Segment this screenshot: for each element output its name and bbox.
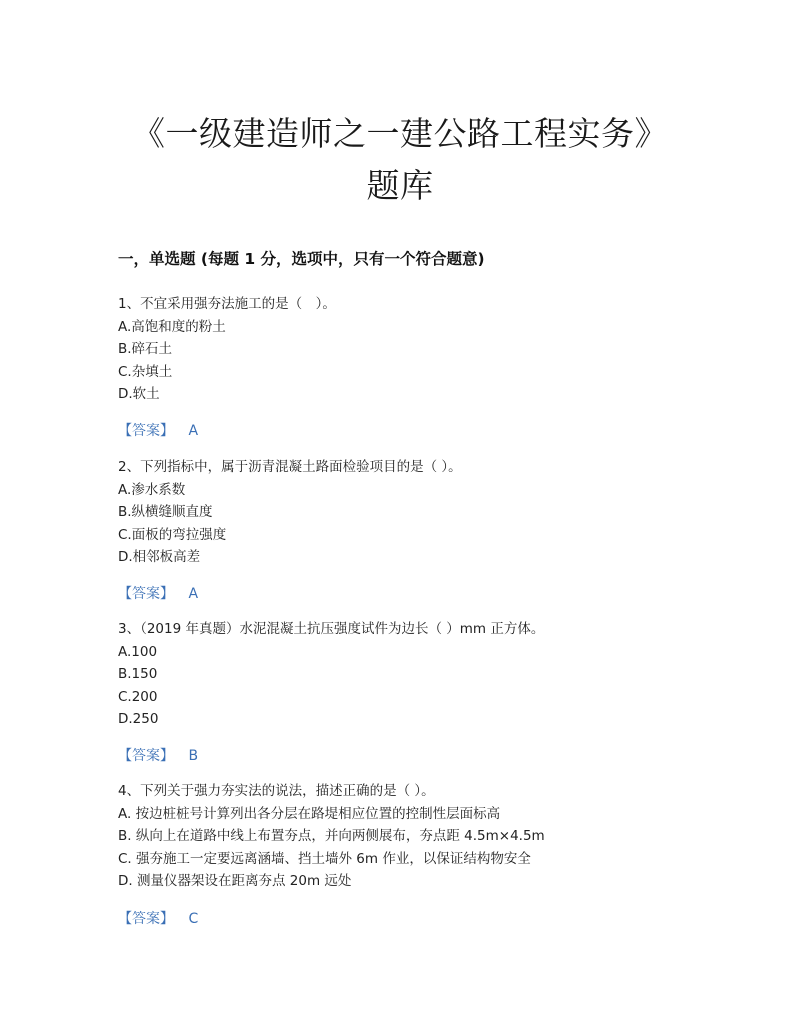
option-d: D.软土	[118, 386, 160, 402]
question-stem: 2、下列指标中，属于沥青混凝土路面检验项目的是（ ）。	[118, 459, 462, 475]
option-a: A.渗水系数	[118, 481, 186, 498]
answer-3	[118, 745, 198, 765]
question-stem: 1、不宜采用强夯法施工的是（ ）。	[118, 296, 336, 312]
document-title: 《一级建造师之一建公路工程实务》	[132, 114, 668, 153]
option-b: B.150	[118, 666, 158, 682]
question-1	[118, 293, 678, 406]
answer-2	[118, 583, 198, 603]
option-b: B.碎石土	[118, 341, 173, 357]
document-subtitle: 题库	[366, 166, 434, 205]
answer-label: 【答案】	[118, 911, 174, 927]
question-3	[118, 618, 678, 731]
question-2	[118, 456, 678, 569]
answer-value: C	[188, 911, 199, 927]
option-c: C.200	[118, 688, 158, 705]
option-b: B. 纵向上在道路中线上布置夯点，并向两侧展布，夯点距 4.5m×4.5m	[118, 828, 545, 844]
answer-value: A	[188, 423, 199, 439]
answer-value: A	[188, 586, 199, 602]
option-a: A.高饱和度的粉土	[118, 318, 226, 335]
option-c: C. 强夯施工一定要远离涵墙、挡土墙外 6m 作业，以保证结构物安全	[118, 850, 531, 867]
option-d: D. 测量仪器架设在距离夯点 20m 远处	[118, 873, 352, 889]
section-heading: 一，单选题 (每题 1 分，选项中，只有一个符合题意)	[118, 250, 485, 268]
option-d: D.250	[118, 711, 159, 727]
option-a: A.100	[118, 643, 158, 660]
question-4	[118, 780, 678, 893]
option-a: A. 按边桩桩号计算列出各分层在路堤相应位置的控制性层面标高	[118, 805, 501, 822]
answer-1	[118, 420, 198, 440]
answer-4	[118, 908, 198, 928]
question-stem: 3、（2019 年真题）水泥混凝土抗压强度试件为边长（ ）mm 正方体。	[118, 621, 545, 637]
option-c: C.杂填土	[118, 363, 173, 380]
option-c: C.面板的弯拉强度	[118, 526, 227, 543]
answer-label: 【答案】	[118, 423, 174, 439]
answer-value: B	[188, 748, 199, 764]
answer-label: 【答案】	[118, 586, 174, 602]
option-d: D.相邻板高差	[118, 549, 201, 565]
option-b: B.纵横缝顺直度	[118, 504, 213, 520]
question-stem: 4、下列关于强力夯实法的说法，描述正确的是（ ）。	[118, 783, 435, 799]
answer-label: 【答案】	[118, 748, 174, 764]
